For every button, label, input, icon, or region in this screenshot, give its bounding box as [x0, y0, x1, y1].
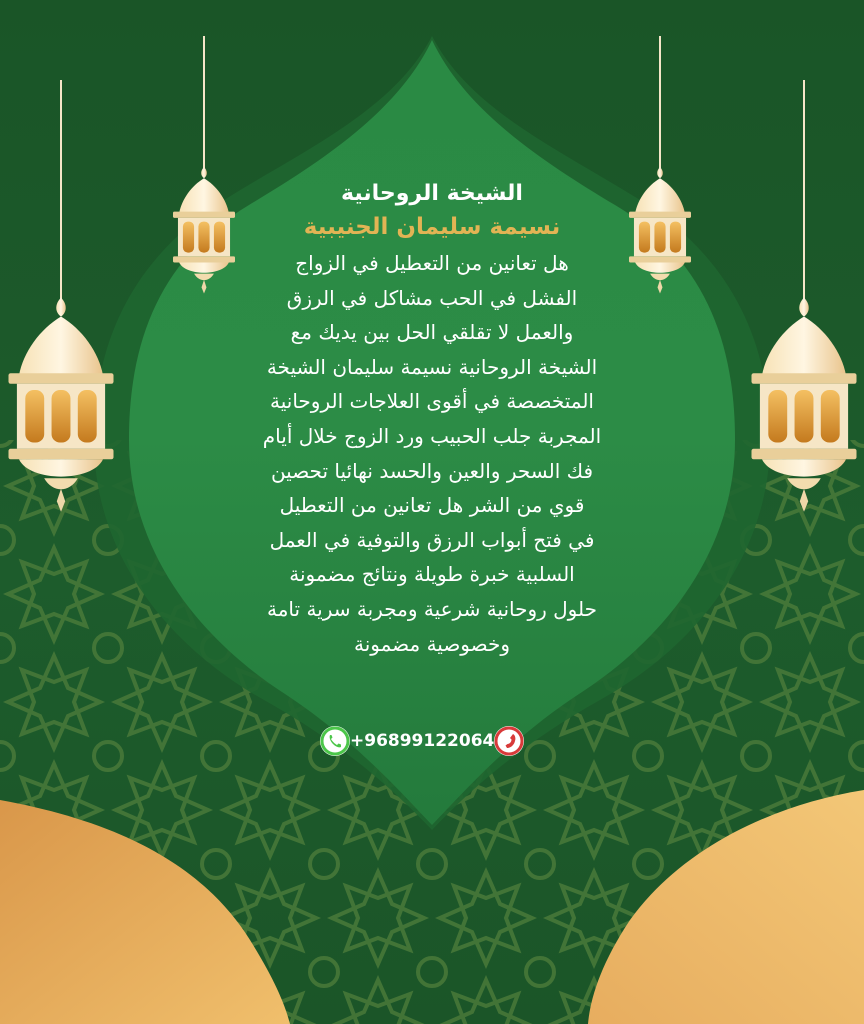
body-line: وخصوصية مضمونة [353, 631, 511, 656]
body-line: الفشل في الحب مشاكل في الرزق [286, 285, 578, 310]
main-text [190, 178, 674, 661]
body-line: هل تعانين من التعطيل في الزواج [295, 251, 569, 275]
body-line: والعمل لا تقلقي الحل بين يديك مع [290, 320, 574, 345]
body-line: فك السحر والعين والحسد نهائيا تحصين [270, 458, 594, 483]
sheikha-name: نسيمة سليمان الجنيبية [303, 214, 561, 240]
body-line: قوي من الشر هل تعانين من التعطيل [279, 493, 585, 518]
body-line: في فتح أبواب الرزق والتوفية في العمل [269, 527, 595, 552]
body-line: المتخصصة في أقوى العلاجات الروحانية [270, 389, 594, 414]
phone-number[interactable]: +96899122064 [350, 731, 495, 751]
contact-row [320, 724, 520, 758]
body-line: حلول روحانية شرعية ومجربة سرية تامة [267, 596, 597, 621]
page-title: الشيخة الروحانية [341, 181, 523, 206]
whatsapp-phone-icon[interactable] [320, 726, 350, 756]
phone-call-icon[interactable] [494, 726, 524, 756]
body-line: السلبية خبرة طويلة ونتائج مضمونة [289, 562, 575, 587]
body-paragraph [190, 246, 674, 661]
body-line: الشيخة الروحانية نسيمة سليمان الشيخة [266, 354, 598, 379]
body-line: المجربة جلب الحبيب ورد الزوج خلال أيام [262, 423, 602, 448]
